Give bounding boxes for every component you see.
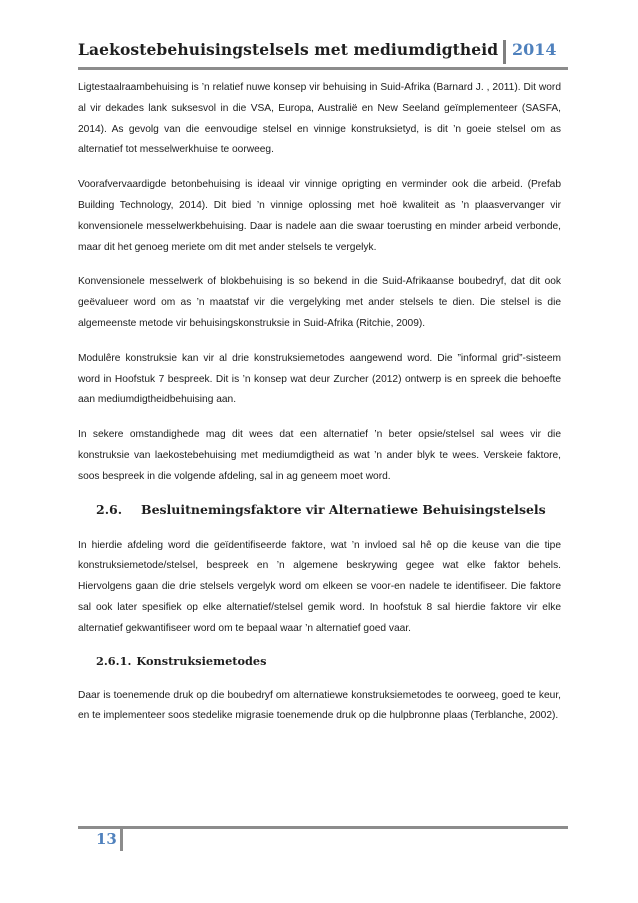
header-year: 2014 — [512, 40, 557, 59]
header-title: Laekostebehuisingstelsels met mediumdigtheid — [78, 40, 499, 59]
paragraph-ligtestaal: Ligtestaalraambehuising is ’n relatief nuwe konsep vir behuising in Suid-Afrika (Barnard J. , 2011). Dit word al vir dekades lank suksesvol in die VSA, Europa, Australië en New Seeland geïmplementeer (SASFA, 2014). As gevolg van die eenvoudige stelsel en vinnige konstruksietyd, is dit ’n goeie stelsel om as alternatief tot messelwerkhuise te oorweeg. — [78, 82, 561, 156]
subsection-number: 2.6.1. — [96, 653, 132, 668]
section-paragraph: In hierdie afdeling word die geïdentifiseerde faktore, wat ’n invloed sal hê op die keuse van die tipe konstruksiemetode/stelsel, bespreek en ’n algemene beskrywing gegee wat elke faktor behels. Hiervolgens gaan die drie stelsels vergelyk word om elkeen se voor-en nadele te identifiseer. Die faktore sal ook later spesifiek op elke alternatief/stelsel gemik word. In hoofstuk 8 sal hierdie faktore vir elke alternatief gekwantifiseer word om te bepaal waar ’n alternatief goed vaar. — [78, 539, 561, 634]
document-body — [78, 78, 561, 741]
section-number: 2.6. — [96, 501, 123, 517]
paragraph-omstandighede: In sekere omstandighede mag dit wees dat een alternatief ’n beter opsie/stelsel sal wees vir die konstruksie van laekostebehuising met mediumdigtheid as wat ’n ander blyk te wees. Verskeie faktore, soos bespreek in die volgende afdeling, sal in ag geneem moet word. — [78, 429, 561, 482]
footer-rule — [78, 826, 568, 829]
subsection-heading — [96, 654, 561, 669]
section-title: Besluitnemingsfaktore vir Alternatiewe Behuisingstelsels — [141, 501, 546, 517]
subsection-paragraph: Daar is toenemende druk op die boubedryf om alternatiewe konstruksiemetodes te oorweeg, goed te keur, en te implementeer soos stedelike migrasie toenemende druk op die hulpbronne plaas (Terblanche, 2002). — [78, 689, 561, 722]
paragraph-betonbehuising: Voorafvervaardigde betonbehuising is ideaal vir vinnige oprigting en verminder ook die arbeid. (Prefab Building Technology, 2014). Dit bied ’n vinnige oplossing met hoë kwaliteit as ’n plaasvervanger vir konvensionele messelwerkbehuising. Daar is nadele aan die swaar toerusting en minder arbeid verbonde, maar dit het genoeg meriete om dit met ander stelsels te vergelyk. — [78, 179, 561, 253]
header-rule — [78, 67, 568, 70]
footer-divider — [120, 828, 123, 851]
page-header — [78, 40, 568, 66]
paragraph-messelwerk: Konvensionele messelwerk of blokbehuising is so bekend in die Suid-Afrikaanse boubedryf, dat dit ook geëvalueer word om as ’n maatstaf vir die vergelyking met ander stelsels te dien. Die stelsel is die algemeenste metode vir behuisingskonstruksie in Suid-Afrika (Ritchie, 2009). — [78, 276, 561, 329]
paragraph-modulere: Modulêre konstruksie kan vir al drie konstruksiemetodes aangewend word. Die ”informal grid”-sisteem word in Hoofstuk 7 bespreek. Dit is ’n konsep wat deur Zurcher (2012) ontwerp is en spreek die behoefte aan mediumdigtheidbehuising aan. — [78, 352, 561, 406]
header-divider — [503, 40, 506, 64]
subsection-title: Konstruksiemetodes — [136, 653, 267, 668]
section-heading — [96, 502, 561, 518]
page-number: 13 — [96, 830, 117, 848]
